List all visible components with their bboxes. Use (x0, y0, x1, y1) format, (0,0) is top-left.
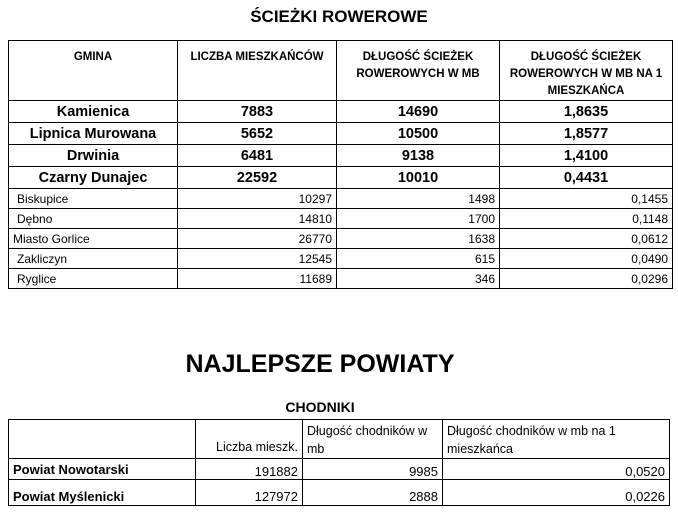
best-counties-title: NAJLEPSZE POWIATY (185, 350, 455, 378)
cell-mieszkancy: 10297 (178, 189, 337, 209)
table-row (9, 123, 673, 145)
header-dlugosc: DŁUGOŚĆ ŚCIEŻEK ROWEROWYCH W MB (337, 41, 500, 101)
cell-dlugosc: 9138 (337, 145, 500, 167)
cell-dlugosc: 9985 (303, 459, 443, 480)
cell-mieszkancy: 7883 (178, 101, 337, 123)
header-liczba-mieszk: Liczba mieszk. (196, 420, 303, 459)
table-row (9, 459, 670, 480)
cell-powiat: Powiat Myślenicki (9, 480, 196, 506)
sidewalks-table (8, 419, 670, 506)
table-header-row (9, 420, 670, 459)
cell-dlugosc: 1638 (337, 229, 500, 249)
table-row (9, 249, 673, 269)
cell-dlugosc: 615 (337, 249, 500, 269)
cell-dlugosc: 1700 (337, 209, 500, 229)
cell-na-mieszkanca: 0,1455 (500, 189, 673, 209)
cell-na-mieszkanca: 0,1148 (500, 209, 673, 229)
table-row (9, 209, 673, 229)
cell-gmina: Czarny Dunajec (9, 167, 178, 189)
cell-mieszkancy: 26770 (178, 229, 337, 249)
header-dlugosc-chodnikow: Długość chodników w mb (303, 420, 443, 459)
cell-mieszkancy: 5652 (178, 123, 337, 145)
cell-mieszkancy: 191882 (196, 459, 303, 480)
cell-na-mieszkanca: 0,0520 (443, 459, 670, 480)
cell-dlugosc: 10010 (337, 167, 500, 189)
cell-mieszkancy: 127972 (196, 480, 303, 506)
table-header-row (9, 41, 673, 101)
table-row (9, 145, 673, 167)
cell-powiat: Powiat Nowotarski (9, 459, 196, 480)
cell-na-mieszkanca: 0,0226 (443, 480, 670, 506)
cell-na-mieszkanca: 0,0612 (500, 229, 673, 249)
cell-mieszkancy: 11689 (178, 269, 337, 289)
cell-mieszkancy: 6481 (178, 145, 337, 167)
cell-mieszkancy: 14810 (178, 209, 337, 229)
header-dlugosc-na-mieszkanca: DŁUGOŚĆ ŚCIEŻEK ROWEROWYCH W MB NA 1 MIESZKAŃCA (500, 41, 673, 101)
cell-dlugosc: 1498 (337, 189, 500, 209)
cell-dlugosc: 346 (337, 269, 500, 289)
cell-na-mieszkanca: 0,0296 (500, 269, 673, 289)
cell-dlugosc: 14690 (337, 101, 500, 123)
cell-gmina: Miasto Gorlice (9, 229, 178, 249)
table-row (9, 101, 673, 123)
header-dlugosc-chodnikow-na-mieszkanca: Długość chodników w mb na 1 mieszkańca (443, 420, 670, 459)
cell-na-mieszkanca: 1,8577 (500, 123, 673, 145)
cell-na-mieszkanca: 1,4100 (500, 145, 673, 167)
cell-na-mieszkanca: 0,4431 (500, 167, 673, 189)
cell-gmina: Ryglice (9, 269, 178, 289)
cell-na-mieszkanca: 1,8635 (500, 101, 673, 123)
cell-na-mieszkanca: 0,0490 (500, 249, 673, 269)
header-gmina: GMINA (9, 41, 178, 101)
cell-gmina: Zakliczyn (9, 249, 178, 269)
cell-gmina: Dębno (9, 209, 178, 229)
cell-gmina: Biskupice (9, 189, 178, 209)
table-row (9, 167, 673, 189)
cell-gmina: Lipnica Murowana (9, 123, 178, 145)
cell-gmina: Drwinia (9, 145, 178, 167)
table-row (9, 269, 673, 289)
header-liczba-mieszkancow: LICZBA MIESZKAŃCÓW (178, 41, 337, 101)
cell-dlugosc: 2888 (303, 480, 443, 506)
cell-dlugosc: 10500 (337, 123, 500, 145)
table-row (9, 189, 673, 209)
cell-mieszkancy: 22592 (178, 167, 337, 189)
sidewalks-title: CHODNIKI (285, 399, 355, 415)
cell-mieszkancy: 12545 (178, 249, 337, 269)
table-row (9, 480, 670, 506)
bike-paths-title: ŚCIEŻKI ROWEROWE (250, 7, 428, 26)
bike-paths-table (8, 40, 673, 289)
table-row (9, 229, 673, 249)
header-empty (9, 420, 196, 459)
cell-gmina: Kamienica (9, 101, 178, 123)
